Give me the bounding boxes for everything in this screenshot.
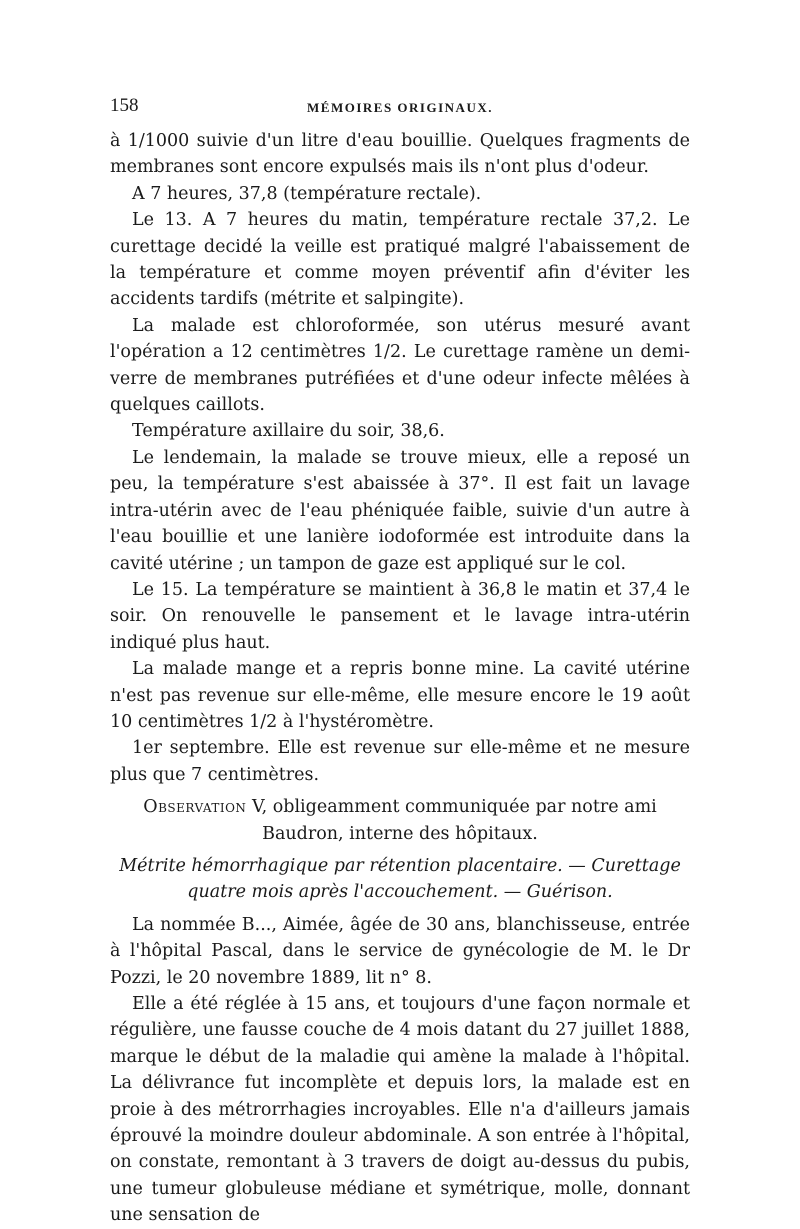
paragraph: Température axillaire du soir, 38,6. [132, 421, 445, 442]
running-title: MÉMOIRES ORIGINAUX. [307, 100, 493, 115]
paragraph: Elle a été réglée à 15 ans, et toujours d'une façon normale et régulière, une fausse couche de 4 mois datant du 27 juillet 1888, marque le début de la maladie qui amène la malade à l'hôpital. La délivrance fut incomplète et depuis lors, la malade est en proie à des métrorrhagies incroyables. Elle n'a d'ailleurs jamais éprouvé la moindre douleur abdominale. A son entrée à l'hôpital, on constate, remontant à 3 travers de doigt au-dessus du pubis, une tumeur globuleuse médiane et symétrique, molle, donnant une sensation de [110, 994, 690, 1226]
paragraph: à 1/1000 suivie d'un litre d'eau bouillie. Quelques fragments de membranes sont encore expulsés mais ils n'ont plus d'odeur. [110, 131, 690, 178]
page-header [110, 95, 690, 121]
observation-line-1 [110, 794, 690, 820]
paragraph: La malade est chloroformée, son utérus mesuré avant l'opération a 12 centimètres 1/2. Le curettage ramène un demi-verre de membranes putréfiées et d'une odeur infecte mêlées à quelques caillots. [110, 315, 690, 416]
paragraph: 1er septembre. Elle est revenue sur elle-même et ne mesure plus que 7 centimètres. [110, 738, 690, 785]
case-subtitle [110, 853, 690, 906]
body-text [110, 128, 690, 1229]
paragraph: Le lendemain, la malade se trouve mieux, elle a reposé un peu, la température s'est abaissée à 37°. Il est fait un lavage intra-utérin avec de l'eau phéniquée faible, suivie d'un autre à l'eau bouillie et une lanière iodoformée est introduite dans la cavité utérine ; un tampon de gaze est appliqué sur le col. [110, 447, 690, 574]
page-number: 158 [110, 95, 139, 116]
paragraph: Le 15. La température se maintient à 36,8 le matin et 37,4 le soir. On renouvelle le pansement et le lavage intra-utérin indiqué plus haut. [110, 579, 690, 653]
subtitle-line-1: Métrite hémorrhagique par rétention placentaire. — Curettage [119, 855, 681, 876]
paragraph: A 7 heures, 37,8 (température rectale). [132, 183, 482, 204]
subtitle-line-2: quatre mois après l'accouchement. — Guérison. [187, 882, 613, 903]
observation-label: Observation [143, 797, 247, 818]
paragraph: La nommée B..., Aimée, âgée de 30 ans, blanchisseuse, entrée à l'hôpital Pascal, dans le service de gynécologie de M. le Dr Pozzi, le 20 novembre 1889, lit n° 8. [110, 914, 690, 988]
observation-heading [110, 794, 690, 847]
paragraph: La malade mange et a repris bonne mine. La cavité utérine n'est pas revenue sur elle-même, elle mesure encore le 19 août 10 centimètres 1/2 à l'hystéromètre. [110, 659, 690, 732]
observation-line-2: Baudron, interne des hôpitaux. [262, 823, 538, 844]
paragraph: Le 13. A 7 heures du matin, température rectale 37,2. Le curettage decidé la veille est pratiqué malgré l'abaissement de la température et comme moyen préventif afin d'éviter les accidents tardifs (métrite et salpingite). [110, 210, 690, 310]
observation-text: V, obligeamment communiquée par notre ami [246, 797, 657, 818]
